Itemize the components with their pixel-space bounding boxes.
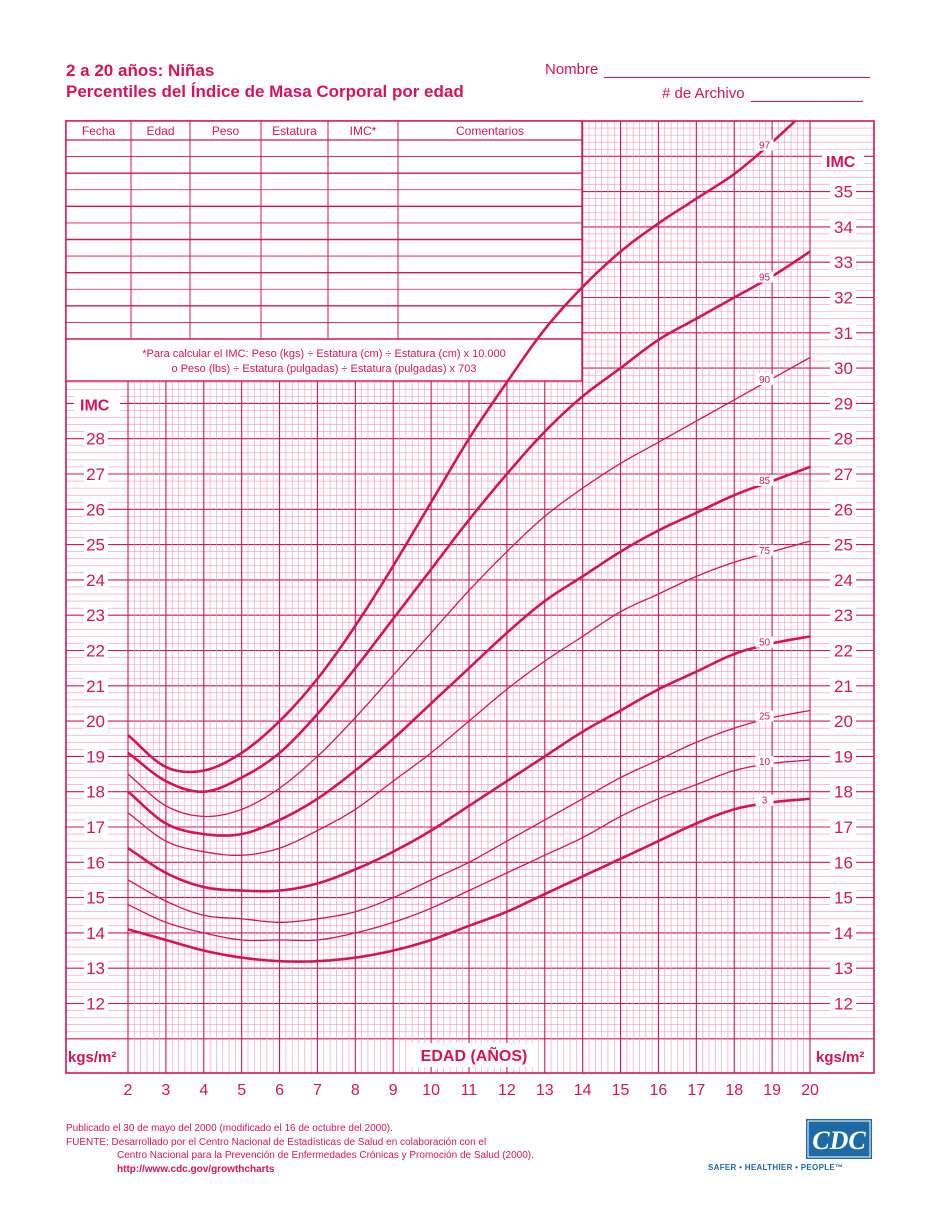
y-left-tick-26: 26 bbox=[86, 500, 105, 520]
percentile-label-50: 50 bbox=[758, 637, 771, 649]
record-table bbox=[66, 121, 582, 381]
y-right-tick-29: 29 bbox=[834, 394, 853, 414]
x-tick-11: 11 bbox=[460, 1082, 478, 1099]
y-right-tick-18: 18 bbox=[834, 782, 853, 802]
name-label: Nombre bbox=[545, 61, 599, 78]
unit-label-left: kgs/m² bbox=[68, 1049, 117, 1066]
x-tick-10: 10 bbox=[422, 1082, 441, 1099]
x-tick-18: 18 bbox=[725, 1082, 744, 1099]
y-right-tick-35: 35 bbox=[834, 182, 853, 202]
y-right-tick-15: 15 bbox=[834, 888, 853, 908]
table-header-5: IMC* bbox=[349, 124, 377, 138]
percentile-label-10: 10 bbox=[758, 756, 771, 768]
x-tick-8: 8 bbox=[350, 1082, 360, 1099]
x-axis-label: EDAD (AÑOS) bbox=[420, 1048, 528, 1065]
y-left-tick-19: 19 bbox=[86, 747, 105, 767]
x-tick-12: 12 bbox=[497, 1082, 516, 1099]
y-axis-label-right: IMC bbox=[826, 153, 856, 171]
y-left-tick-13: 13 bbox=[86, 959, 105, 979]
percentile-label-90: 90 bbox=[758, 374, 771, 386]
x-tick-4: 4 bbox=[199, 1082, 209, 1099]
y-axis-label-left: IMC bbox=[80, 397, 110, 415]
y-left-tick-16: 16 bbox=[86, 853, 105, 873]
percentile-label-85: 85 bbox=[758, 475, 771, 487]
y-left-tick-27: 27 bbox=[86, 465, 105, 484]
y-left-tick-20: 20 bbox=[86, 712, 105, 732]
y-right-tick-24: 24 bbox=[834, 570, 853, 590]
x-tick-20: 20 bbox=[801, 1082, 819, 1099]
y-left-tick-23: 23 bbox=[86, 606, 105, 626]
x-tick-3: 3 bbox=[161, 1082, 171, 1099]
chart-title-line2: Percentiles del Índice de Masa Corporal por edad bbox=[66, 82, 464, 101]
x-tick-2: 2 bbox=[123, 1082, 133, 1099]
y-left-tick-28: 28 bbox=[86, 429, 105, 449]
y-left-tick-14: 14 bbox=[86, 923, 105, 943]
percentile-label-97: 97 bbox=[758, 140, 771, 152]
y-left-tick-25: 25 bbox=[86, 535, 105, 555]
y-right-tick-14: 14 bbox=[834, 923, 853, 943]
y-left-tick-22: 22 bbox=[86, 641, 105, 661]
bmi-formula-imperial: o Peso (lbs) ÷ Estatura (pulgadas) ÷ Estatura (pulgadas) x 703 bbox=[171, 363, 477, 375]
percentile-label-75: 75 bbox=[758, 545, 771, 557]
x-tick-9: 9 bbox=[388, 1082, 398, 1099]
table-header-6: Comentarios bbox=[455, 124, 525, 138]
cdc-logo bbox=[806, 1119, 872, 1159]
footer-url-link[interactable]: http://www.cdc.gov/growthcharts bbox=[117, 1163, 275, 1175]
y-right-tick-25: 25 bbox=[834, 535, 853, 555]
y-left-tick-24: 24 bbox=[86, 570, 105, 590]
footer-source-line1: FUENTE: Desarrollado por el Centro Nacional de Estadísticas de Salud en colaboración con el bbox=[66, 1136, 487, 1148]
y-right-tick-21: 21 bbox=[834, 676, 853, 696]
y-right-tick-13: 13 bbox=[834, 959, 853, 979]
x-tick-6: 6 bbox=[275, 1082, 285, 1099]
x-tick-17: 17 bbox=[687, 1082, 706, 1099]
percentile-label-25: 25 bbox=[758, 711, 771, 723]
y-left-tick-12: 12 bbox=[86, 994, 105, 1014]
footer-published: Publicado el 30 de mayo del 2000 (modificado el 16 de octubre del 2000). bbox=[66, 1123, 393, 1134]
y-left-tick-18: 18 bbox=[86, 782, 105, 802]
y-right-tick-23: 23 bbox=[834, 606, 853, 626]
percentile-label-3: 3 bbox=[761, 795, 768, 807]
x-tick-5: 5 bbox=[237, 1082, 247, 1099]
record-number-label: # de Archivo bbox=[662, 85, 745, 102]
chart-title-line1: 2 a 20 años: Niñas bbox=[66, 61, 215, 80]
x-tick-14: 14 bbox=[573, 1082, 592, 1099]
y-right-tick-26: 26 bbox=[834, 500, 853, 520]
y-right-tick-17: 17 bbox=[834, 818, 853, 837]
y-right-tick-12: 12 bbox=[834, 994, 853, 1014]
y-left-tick-15: 15 bbox=[86, 888, 105, 908]
table-header-3: Peso bbox=[211, 124, 240, 138]
y-right-tick-32: 32 bbox=[834, 288, 853, 308]
y-left-tick-17: 17 bbox=[86, 818, 105, 837]
x-tick-7: 7 bbox=[312, 1082, 322, 1099]
footer bbox=[66, 1122, 534, 1176]
table-header-1: Fecha bbox=[81, 124, 116, 138]
x-tick-13: 13 bbox=[535, 1082, 554, 1099]
unit-label-right: kgs/m² bbox=[816, 1049, 865, 1066]
y-right-tick-34: 34 bbox=[834, 217, 853, 237]
y-right-tick-33: 33 bbox=[834, 253, 853, 273]
x-tick-19: 19 bbox=[763, 1082, 782, 1099]
cdc-tagline: SAFER • HEALTHIER • PEOPLE™ bbox=[708, 1163, 844, 1172]
cdc-logo-text: CDC bbox=[812, 1126, 866, 1155]
x-tick-15: 15 bbox=[611, 1082, 630, 1099]
y-right-tick-31: 31 bbox=[834, 323, 853, 343]
y-left-tick-21: 21 bbox=[86, 676, 105, 696]
percentile-label-95: 95 bbox=[758, 272, 771, 284]
table-header-2: Edad bbox=[146, 124, 175, 138]
y-right-tick-27: 27 bbox=[834, 465, 853, 484]
y-right-tick-20: 20 bbox=[834, 712, 853, 732]
y-right-tick-22: 22 bbox=[834, 641, 853, 661]
y-right-tick-16: 16 bbox=[834, 853, 853, 873]
x-tick-16: 16 bbox=[649, 1082, 668, 1099]
bmi-formula-metric: *Para calcular el IMC: Peso (kgs) ÷ Estatura (cm) ÷ Estatura (cm) x 10.000 bbox=[142, 348, 506, 360]
y-right-tick-28: 28 bbox=[834, 429, 853, 449]
y-right-tick-30: 30 bbox=[834, 359, 853, 379]
table-header-4: Estatura bbox=[272, 124, 317, 138]
footer-source-line2: Centro Nacional para la Prevención de Enfermedades Crónicas y Promoción de Salud (2000). bbox=[117, 1150, 534, 1161]
y-right-tick-19: 19 bbox=[834, 747, 853, 767]
